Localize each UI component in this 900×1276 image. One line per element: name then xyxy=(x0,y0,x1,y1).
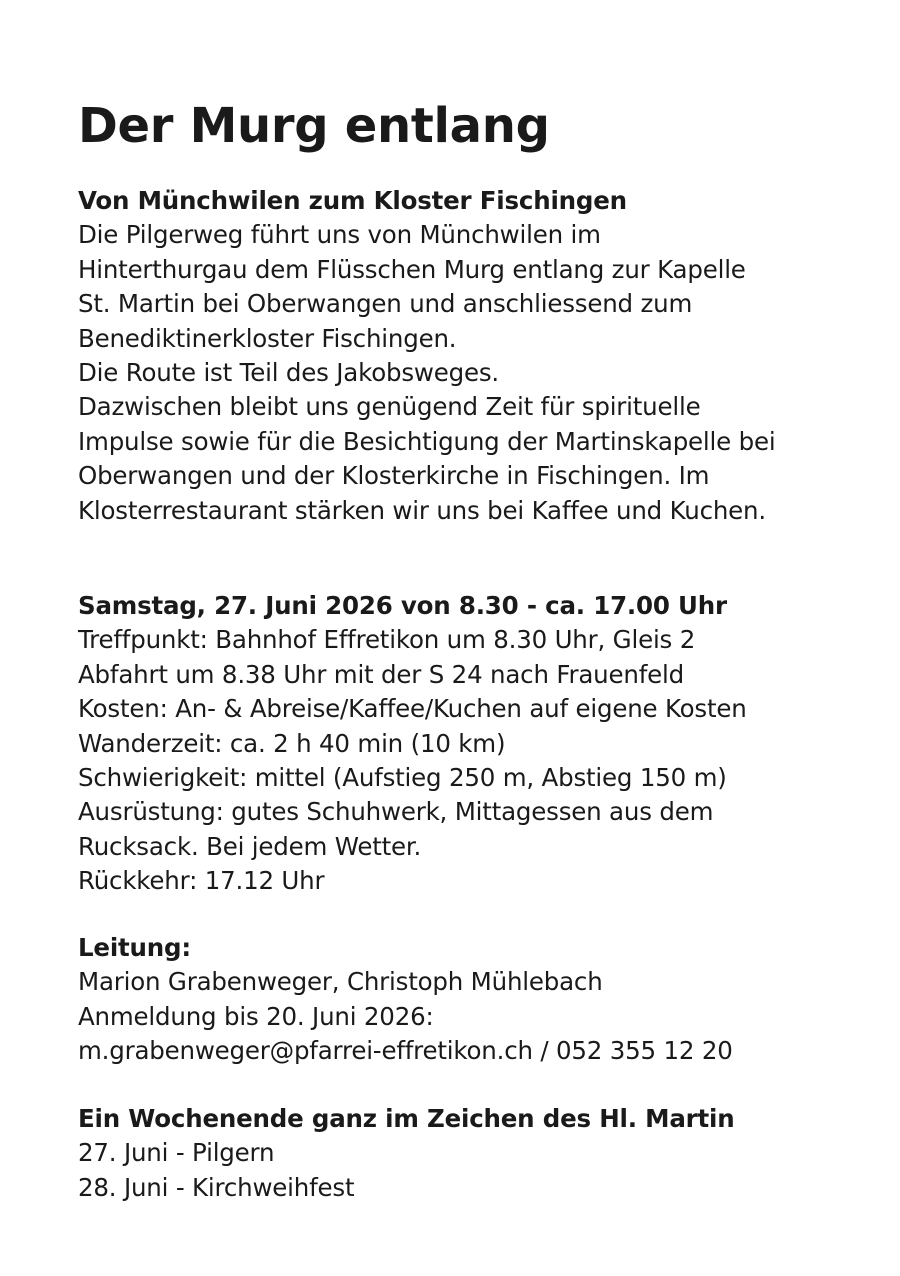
hiking-time: Wanderzeit: ca. 2 h 40 min (10 km) xyxy=(78,728,506,758)
event-details-section xyxy=(78,589,878,899)
intro-line: Dazwischen bleibt uns genügend Zeit für spirituelle xyxy=(78,392,701,422)
intro-line: Oberwangen und der Klosterkirche in Fischingen. Im xyxy=(78,461,710,491)
intro-line: Die Route ist Teil des Jakobsweges. xyxy=(78,358,500,388)
intro-line: Hinterthurgau dem Flüsschen Murg entlang zur Kapelle xyxy=(78,254,746,284)
difficulty-info: Schwierigkeit: mittel (Aufstieg 250 m, Abstieg 150 m) xyxy=(78,763,727,793)
weekend-item: 27. Juni - Pilgern xyxy=(78,1138,275,1168)
weekend-section xyxy=(78,1102,878,1205)
costs-info: Kosten: An- & Abreise/Kaffee/Kuchen auf eigene Kosten xyxy=(78,694,747,724)
weekend-heading: Ein Wochenende ganz im Zeichen des Hl. Martin xyxy=(78,1104,735,1133)
intro-line: Impulse sowie für die Besichtigung der Martinskapelle bei xyxy=(78,426,776,456)
intro-heading: Von Münchwilen zum Kloster Fischingen xyxy=(78,186,627,215)
leaders-names: Marion Grabenweger, Christoph Mühlebach xyxy=(78,967,603,997)
intro-line: St. Martin bei Oberwangen und anschliessend zum xyxy=(78,289,693,319)
registration-deadline: Anmeldung bis 20. Juni 2026: xyxy=(78,1001,434,1031)
departure-info: Abfahrt um 8.38 Uhr mit der S 24 nach Frauenfeld xyxy=(78,659,684,689)
event-date-heading: Samstag, 27. Juni 2026 von 8.30 - ca. 17.00 Uhr xyxy=(78,591,727,620)
meeting-point: Treffpunkt: Bahnhof Effretikon um 8.30 Uhr, Gleis 2 xyxy=(78,625,696,655)
intro-line: Die Pilgerweg führt uns von Münchwilen im xyxy=(78,220,601,250)
page-title: Der Murg entlang xyxy=(78,98,550,154)
return-time: Rückkehr: 17.12 Uhr xyxy=(78,866,325,896)
weekend-item: 28. Juni - Kirchweihfest xyxy=(78,1172,355,1202)
equipment-info: Ausrüstung: gutes Schuhwerk, Mittagessen aus dem xyxy=(78,797,714,827)
intro-line: Klosterrestaurant stärken wir uns bei Kaffee und Kuchen. xyxy=(78,495,766,525)
intro-line: Benediktinerkloster Fischingen. xyxy=(78,323,457,353)
contact-info: m.grabenweger@pfarrei-effretikon.ch / 052 355 12 20 xyxy=(78,1036,733,1066)
leadership-heading: Leitung: xyxy=(78,933,191,962)
equipment-info-cont: Rucksack. Bei jedem Wetter. xyxy=(78,831,422,861)
leadership-section xyxy=(78,931,878,1069)
intro-section xyxy=(78,184,878,528)
